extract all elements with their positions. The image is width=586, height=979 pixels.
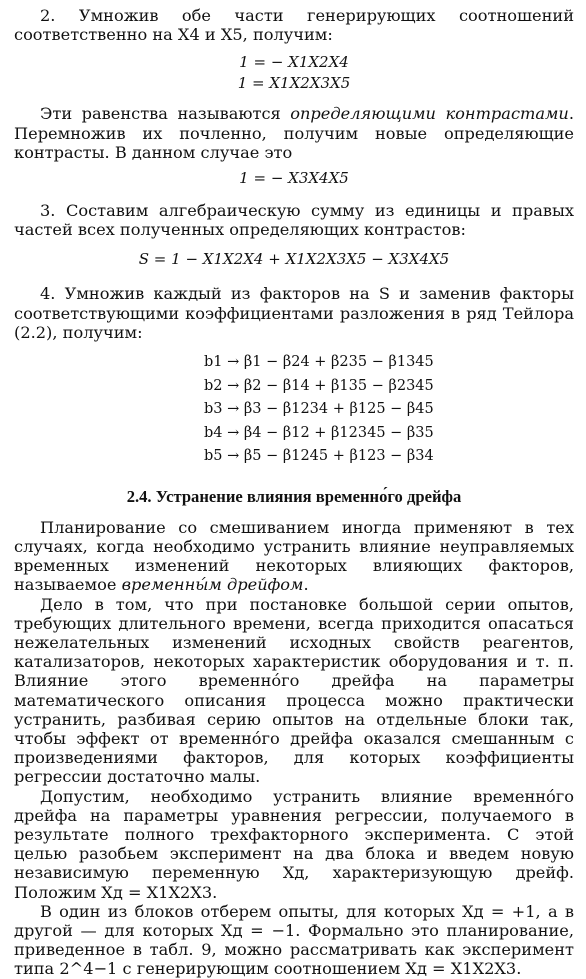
taylor-coefficients-list bbox=[144, 351, 444, 469]
p1-text-before: Планирование со смешиванием иногда применяют в тех случаях, когда необходимо устранить влияние неуправляемых временных изменений некоторых влияющих факторов, называемое bbox=[14, 517, 574, 595]
coefficient-line-b2: b2 → β2 − β14 + β135 − β2345 bbox=[204, 377, 434, 394]
drift-term: временны́м дрейфом bbox=[121, 575, 304, 595]
step-2-text: 2. Умножив обе части генерирующих соотношений соответственно на X4 и X5, получим: bbox=[14, 6, 574, 45]
coefficient-line-b5: b5 → β5 − β1245 + β123 − β34 bbox=[204, 448, 434, 465]
contrasts-term: определяющими контрастами bbox=[290, 104, 569, 124]
section-paragraph-2: Дело в том, что при постановке большой серии опытов, требующих длительного времени, всегда приходится опасаться нежелательных изменений исходных свойств реагентов, катализаторов, некоторых характеристик оборудования и т. п. Влияние этого временно́го дрейфа на параметры математического описания процесса можно практически устранить, разбивая серию опытов на отдельные блоки так, чтобы эффект от временно́го дрейфа оказался смешанным с произведениями факторов, для которых коэффициенты регрессии достаточно малы. bbox=[14, 594, 574, 787]
step-3-text: 3. Составим алгебраическую сумму из единицы и правых частей всех полученных определяющих контрастов: bbox=[14, 201, 574, 240]
sum-equation: S = 1 − X1X2X4 + X1X2X3X5 − X3X4X5 bbox=[138, 250, 450, 269]
p1-text-after: . bbox=[303, 575, 309, 595]
equation-1: 1 = − X1X2X4 bbox=[239, 53, 349, 72]
coefficient-line-b1: b1 → β1 − β24 + β235 − β1345 bbox=[204, 354, 434, 371]
section-heading: 2.4. Устранение влияния временно́го дрейфа bbox=[126, 486, 462, 506]
equation-2: 1 = X1X2X3X5 bbox=[237, 74, 351, 93]
contrasts-text-before: Эти равенства называются bbox=[40, 104, 291, 124]
contrasts-text-after: . Перемножив их почленно, получим новые определяющие контрасты. В данном случае это bbox=[14, 104, 575, 162]
coefficient-line-b4: b4 → β4 − β12 + β12345 − β35 bbox=[204, 424, 434, 441]
section-paragraph-1 bbox=[14, 518, 574, 595]
contrasts-paragraph bbox=[14, 104, 574, 162]
equation-3: 1 = − X3X4X5 bbox=[239, 169, 349, 188]
generating-products-block bbox=[14, 52, 574, 94]
coefficient-line-b3: b3 → β3 − β1234 + β125 − β45 bbox=[204, 401, 434, 418]
section-paragraph-4: В один из блоков отберем опыты, для которых Xд = +1, а в другой — для которых Xд = −1. Формально это планирование, приведенное в табл. 9, можно рассматривать как эксперимент типа 2^4−1 с генерирующим соотношением Xд = X1X2X3. bbox=[14, 901, 574, 979]
section-paragraph-3: Допустим, необходимо устранить влияние временно́го дрейфа на параметры уравнения регрессии, получаемого в результате полного трехфакторного эксперимента. С этой целью разобьем эксперимент на два блока и введем новую независимую переменную Xд, характеризующую дрейф. Положим Xд = X1X2X3. bbox=[14, 786, 574, 902]
step-4-text: 4. Умножив каждый из факторов на S и заменив факторы соответствующими коэффициентами разложения в ряд Тейлора (2.2), получим: bbox=[14, 284, 574, 342]
